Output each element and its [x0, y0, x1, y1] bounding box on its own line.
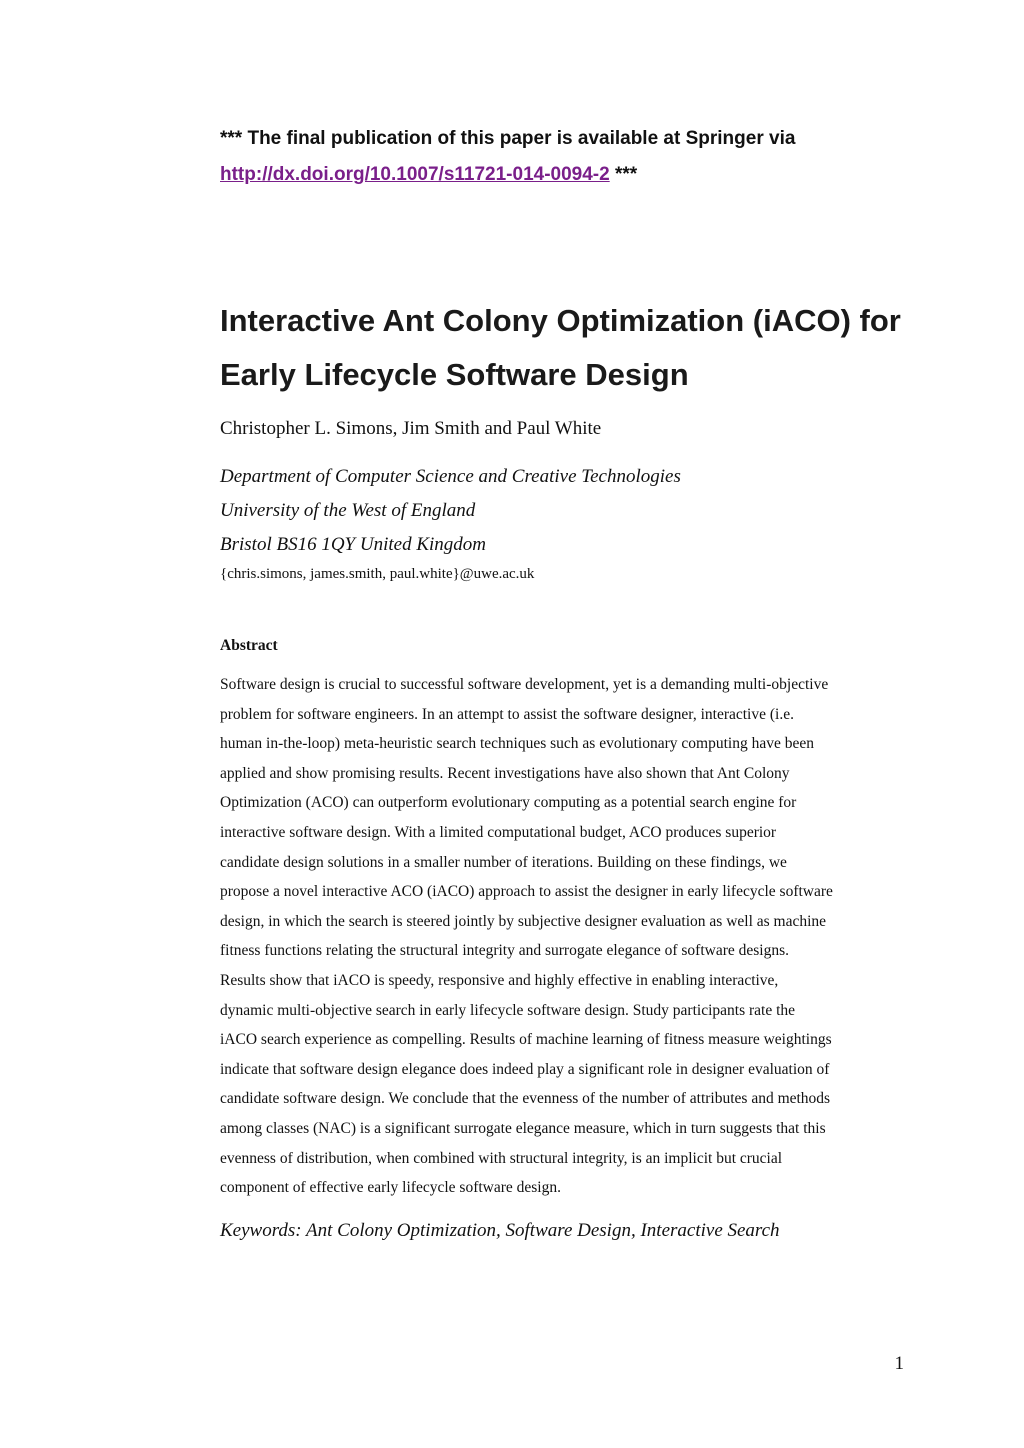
- notice-suffix: ***: [609, 164, 638, 185]
- abstract-line: design, in which the search is steered jointly by subjective designer evaluation as well as machine: [220, 912, 827, 930]
- abstract-line: human in-the-loop) meta-heuristic search techniques such as evolutionary computing have been: [220, 735, 814, 753]
- abstract-line: Software design is crucial to successful software development, yet is a demanding multi-objective: [220, 676, 829, 693]
- affiliation: [220, 460, 681, 562]
- abstract-body: [220, 670, 910, 1203]
- abstract-line: component of effective early lifecycle software design.: [220, 1179, 561, 1197]
- notice-line-2: [220, 157, 910, 193]
- abstract-line: among classes (NAC) is a significant surrogate elegance measure, which in turn suggests that this: [220, 1119, 826, 1137]
- title-line-1: Interactive Ant Colony Optimization (iACO) for: [220, 303, 901, 338]
- affiliation-address: Bristol BS16 1QY United Kingdom: [220, 534, 487, 555]
- abstract-line: indicate that software design elegance does indeed play a significant role in designer evaluation of: [220, 1060, 830, 1078]
- doi-link[interactable]: http://dx.doi.org/10.1007/s11721-014-0094-2: [220, 164, 610, 185]
- abstract-line: propose a novel interactive ACO (iACO) approach to assist the designer in early lifecycle software: [220, 883, 833, 901]
- abstract-line: Optimization (ACO) can outperform evolutionary computing as a potential search engine for: [220, 794, 797, 812]
- keywords: Keywords: Ant Colony Optimization, Software Design, Interactive Search: [220, 1220, 780, 1241]
- affiliation-university: University of the West of England: [220, 500, 476, 521]
- affiliation-department: Department of Computer Science and Creative Technologies: [220, 466, 681, 487]
- publication-notice: [220, 121, 910, 193]
- title-line-2: Early Lifecycle Software Design: [220, 357, 689, 392]
- abstract-line: candidate software design. We conclude that the evenness of the number of attributes and methods: [220, 1090, 831, 1108]
- abstract-line: fitness functions relating the structural integrity and surrogate elegance of software designs.: [220, 942, 790, 960]
- abstract-heading: Abstract: [220, 637, 278, 654]
- abstract-line: Results show that iACO is speedy, responsive and highly effective in enabling interactive,: [220, 971, 779, 989]
- notice-line-1: *** The final publication of this paper is available at Springer via: [220, 128, 796, 149]
- abstract-line: iACO search experience as compelling. Results of machine learning of fitness measure weightings: [220, 1031, 832, 1049]
- page-number: 1: [894, 1353, 904, 1374]
- abstract-line: applied and show promising results. Recent investigations have also shown that Ant Colony: [220, 764, 790, 782]
- paper-title: [220, 294, 920, 402]
- abstract-line: dynamic multi-objective search in early lifecycle software design. Study participants rate the: [220, 1001, 796, 1019]
- author-list: Christopher L. Simons, Jim Smith and Paul White: [220, 418, 602, 439]
- abstract-line: candidate design solutions in a smaller number of iterations. Building on these findings, we: [220, 853, 787, 871]
- author-emails: {chris.simons, james.smith, paul.white}@uwe.ac.uk: [220, 566, 535, 582]
- abstract-line: problem for software engineers. In an attempt to assist the software designer, interactive (i.e.: [220, 705, 794, 723]
- abstract-line: interactive software design. With a limited computational budget, ACO produces superior: [220, 823, 777, 841]
- abstract-line: evenness of distribution, when combined with structural integrity, is an implicit but crucial: [220, 1149, 783, 1167]
